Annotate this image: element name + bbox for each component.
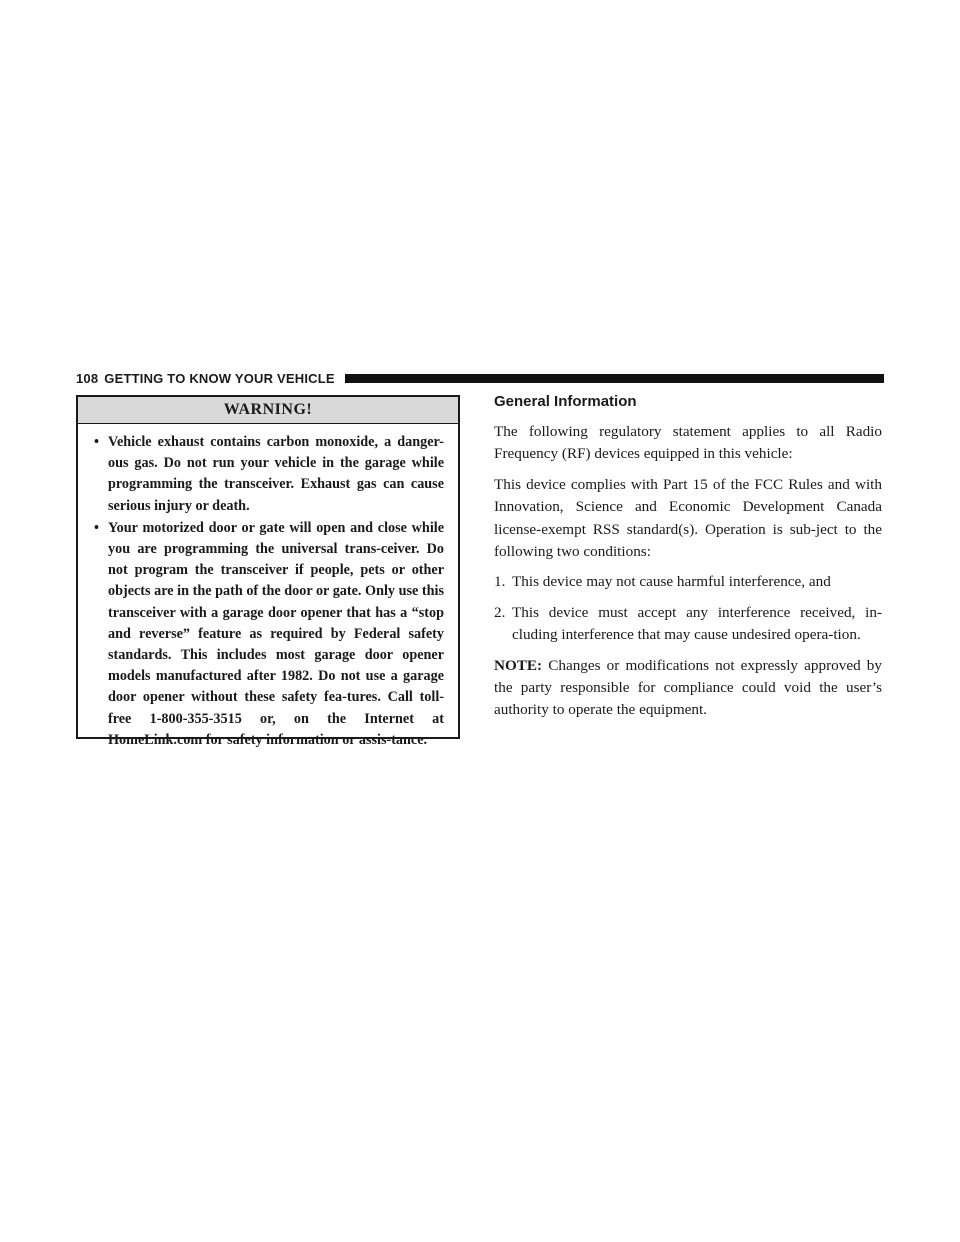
bullet-icon: • [94,434,99,450]
compliance-paragraph: This device complies with Part 15 of the FCC Rules and with Innovation, Science and Economic Development Canada license-exempt RSS standard(s). Operation is sub-ject to the following two conditions: [494,475,882,561]
condition-number: 2. [494,603,506,621]
intro-paragraph: The following regulatory statement applies to all Radio Frequency (RF) devices equipped in this vehicle: [494,423,882,463]
condition-text: This device may not cause harmful interference, and [512,573,831,591]
warning-item [94,518,444,751]
page-number: 108 [76,370,99,386]
condition-number: 1. [494,573,506,591]
condition-item [494,602,882,647]
section-heading: General Information [494,393,637,410]
warning-title: WARNING! [78,397,458,424]
page-header [76,370,884,386]
note-label: NOTE: [494,656,543,674]
warning-item [94,432,444,517]
section-title: GETTING TO KNOW YOUR VEHICLE [104,370,335,386]
header-rule [345,374,884,383]
bullet-icon: • [94,519,99,536]
warning-item-text: Vehicle exhaust contains carbon monoxide, a danger-ous gas. Do not run your vehicle in the garage while programming the transceiver. Exhaust gas can cause serious injury or death. [108,434,444,514]
warning-list [78,424,458,751]
warning-item-text: Your motorized door or gate will open and close while you are programming the universal trans-ceiver. Do not program the transceiver if people, pets or other objects are in the path of the door or gate. Only use this transceiver with a garage door opener that has a “stop and reverse” feature as required by Federal safety standards. This includes most garage door opener models manufactured after 1982. Do not use a garage door opener without these safety fea-tures. Call toll-free 1-800-355-3515 or, on the Internet at HomeLink.com for safety information or assis-tance. [108,519,444,748]
note-paragraph [494,655,882,722]
warning-box [76,395,460,748]
condition-item [494,571,882,593]
condition-text: This device must accept any interference received, in-cluding interference that may cause undesired opera-tion. [512,603,882,644]
general-information-section [494,391,882,730]
note-text: Changes or modifications not expressly approved by the party responsible for compliance could void the user’s authority to operate the equipment. [494,656,882,719]
